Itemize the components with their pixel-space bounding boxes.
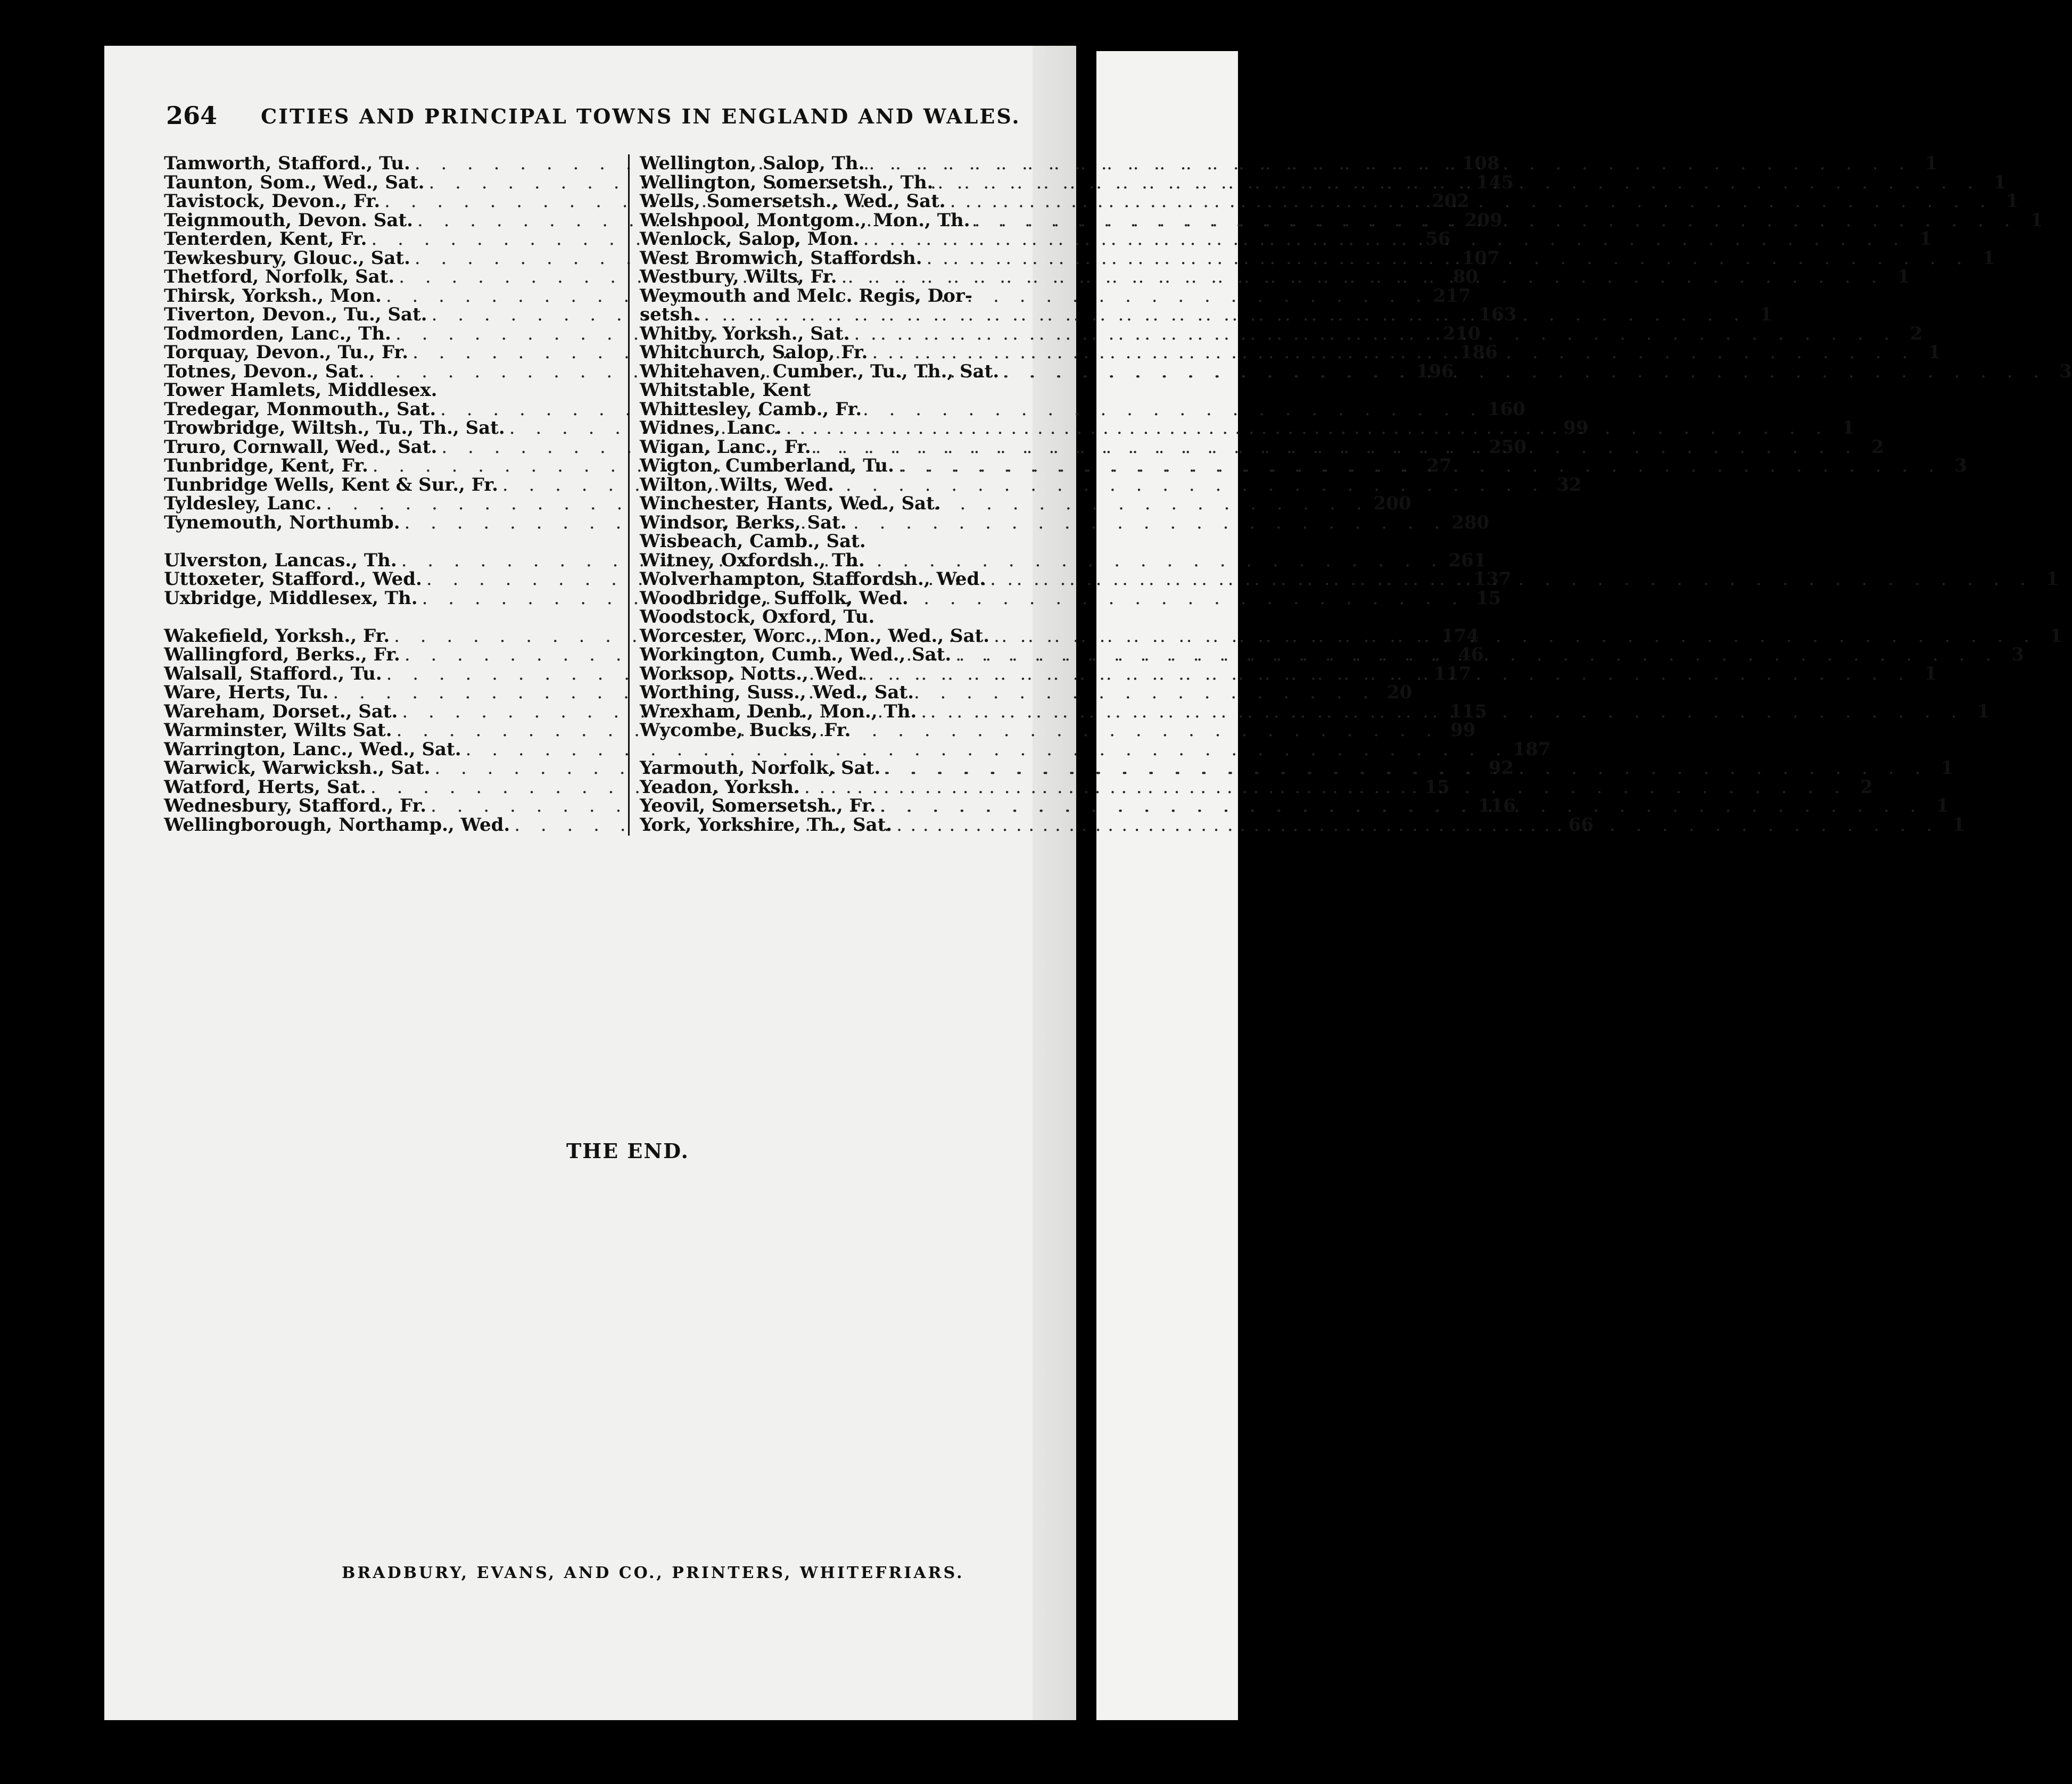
place-entry: Tunbridge Wells, Kent & Sur., Fr. — [164, 474, 498, 495]
distance-number: 1 — [1919, 228, 1932, 250]
distance-number: 99 — [1563, 417, 1589, 439]
place-entry: Tunbridge, Kent, Fr. — [164, 455, 368, 476]
place-entry: Whitchurch, Salop, Fr. — [640, 342, 868, 363]
distance-number: 15 — [1476, 587, 1501, 609]
distance-number: 280 — [1451, 511, 1490, 533]
place-entry: Yarmouth, Norfolk, Sat. — [640, 757, 881, 779]
place-entry: Todmorden, Lanc., Th. — [164, 323, 391, 344]
distance-number: 66 — [1568, 814, 1594, 836]
distance-number: 2 — [1910, 323, 1923, 344]
place-entry: Weymouth and Melc. Regis, Dor- — [640, 285, 972, 307]
index-entry-row — [640, 511, 1078, 533]
dot-leader — [950, 192, 1993, 211]
dot-leader — [921, 700, 1964, 722]
index-entry-row — [640, 532, 1078, 551]
place-entry: Wells, Somersetsh., Wed., Sat. — [640, 191, 946, 212]
place-entry: Wisbeach, Camb., Sat. — [640, 531, 866, 552]
distance-number: 1 — [1842, 417, 1855, 439]
distance-number: 3 — [1954, 455, 1967, 476]
dot-leader — [927, 249, 1970, 268]
place-entry: Wakefield, Yorksh., Fr. — [164, 625, 390, 647]
distance-number: 210 — [1442, 323, 1481, 344]
place-entry: Workington, Cumb., Wed., Sat. — [640, 644, 952, 665]
distance-number: 3 — [2011, 644, 2025, 665]
place-entry: Wellingborough, Northamp., Wed. — [164, 814, 510, 836]
distance-number: 160 — [1487, 398, 1525, 420]
dot-leader — [994, 627, 2037, 646]
distance-number: 1 — [1760, 304, 1772, 325]
distance-number: 1 — [1924, 663, 1937, 684]
place-entry: Wellington, Salop, Th. — [640, 153, 865, 174]
dot-leader — [880, 797, 1924, 815]
place-entry: Yeadon, Yorksh. — [640, 776, 800, 798]
distance-number: 1 — [2046, 568, 2059, 590]
distance-number: 261 — [1448, 549, 1487, 571]
distance-number: 200 — [1373, 493, 1411, 514]
dot-leader — [898, 457, 1942, 475]
distance-number: 117 — [1433, 663, 1472, 684]
page-number: 264 — [166, 101, 218, 130]
distance-number: 92 — [1488, 757, 1514, 779]
place-entry: Worksop, Notts., Wed. — [640, 663, 864, 684]
dot-leader — [815, 438, 1859, 457]
index-entry-row — [640, 400, 1078, 419]
distance-number: 187 — [1513, 738, 1551, 760]
distance-number: 1 — [2050, 625, 2062, 647]
distance-number: 2 — [1860, 776, 1873, 798]
place-entry: Totnes, Devon., Sat. — [164, 360, 365, 382]
place-entry: Windsor, Berks, Sat. — [640, 511, 847, 533]
distance-number: 186 — [1459, 342, 1498, 363]
place-entry: Woodbridge, Suffolk, Wed. — [640, 587, 909, 609]
the-end-heading: THE END. — [566, 1139, 689, 1163]
place-entry: Warminster, Wilts Sat. — [164, 720, 392, 741]
place-entry: Walsall, Stafford., Tu. — [164, 663, 382, 684]
distance-number: 1 — [1993, 171, 2007, 193]
place-entry: Wednesbury, Stafford., Fr. — [164, 795, 427, 816]
place-entry: Tynemouth, Northumb. — [164, 511, 400, 533]
place-entry: Tenterden, Kent, Fr. — [164, 228, 367, 250]
place-entry: Wycombe, Bucks, Fr. — [640, 720, 851, 741]
place-entry: Worcester, Worc., Mon., Wed., Sat. — [640, 625, 990, 647]
place-entry: Westbury, Wilts, Fr. — [640, 266, 837, 287]
distance-number: 217 — [1433, 285, 1471, 307]
printer-imprint: BRADBURY, EVANS, AND CO., PRINTERS, WHITEFRIARS. — [342, 1564, 964, 1582]
dot-leader — [955, 646, 1999, 664]
place-entry: Tyldesley, Lanc. — [164, 493, 322, 514]
place-entry: Wigan, Lanc., Fr. — [640, 436, 811, 458]
index-entry-row — [164, 738, 1551, 760]
dot-leader — [863, 230, 1906, 249]
place-entry: Torquay, Devon., Tu., Fr. — [164, 342, 409, 363]
place-entry: Taunton, Som., Wed., Sat. — [164, 171, 425, 193]
place-entry: West Bromwich, Staffordsh. — [640, 247, 922, 269]
place-entry: Tiverton, Devon., Tu., Sat. — [164, 304, 427, 325]
index-entry-row — [164, 381, 621, 400]
dot-leader — [896, 816, 1939, 835]
index-entry-row — [640, 608, 1078, 627]
dot-leader — [975, 211, 2018, 230]
distance-number: 27 — [1426, 455, 1452, 476]
place-entry: Truro, Cornwall, Wed., Sat. — [164, 436, 437, 458]
distance-number: 202 — [1431, 191, 1470, 212]
running-head: CITIES AND PRINCIPAL TOWNS IN ENGLAND AND WALES. — [261, 104, 1021, 128]
dot-leader — [704, 305, 1747, 324]
dot-leader — [854, 325, 1897, 343]
column-divider — [628, 154, 630, 836]
index-gap — [164, 532, 621, 551]
place-entry: Wigton, Cumberland, Tu. — [640, 455, 894, 476]
distance-number: 145 — [1476, 171, 1514, 193]
distance-number: 3 — [2059, 360, 2072, 382]
distance-number: 116 — [1477, 795, 1516, 816]
distance-number: 1 — [2030, 209, 2043, 231]
place-entry: Whitstable, Kent — [640, 379, 811, 401]
distance-number: 1 — [2005, 191, 2019, 212]
index-entry-row — [640, 721, 1078, 740]
dot-leader — [990, 570, 2033, 589]
place-entry: Wrexham, Denb., Mon., Th. — [640, 700, 917, 722]
index-entry-row — [640, 683, 1078, 703]
dot-leader — [869, 154, 1912, 173]
distance-number: 32 — [1556, 474, 1582, 495]
place-entry: Winchester, Hants, Wed., Sat. — [640, 493, 941, 514]
place-entry: Worthing, Suss., Wed., Sat. — [640, 682, 914, 703]
place-entry: Trowbridge, Wiltsh., Tu., Th., Sat. — [164, 417, 505, 439]
index-gap — [164, 608, 621, 627]
dot-leader — [938, 171, 1981, 193]
distance-number: 137 — [1473, 568, 1512, 590]
dot-leader — [804, 778, 1847, 797]
distance-number: 46 — [1458, 644, 1484, 665]
place-entry: Tower Hamlets, Middlesex. — [164, 379, 437, 401]
dot-leader — [868, 665, 1911, 683]
place-entry: Uttoxeter, Stafford., Wed. — [164, 568, 422, 590]
place-entry: Wareham, Dorset., Sat. — [164, 700, 398, 722]
place-entry: Tamworth, Stafford., Tu. — [164, 153, 410, 174]
place-entry: Warwick, Warwicksh., Sat. — [164, 757, 431, 779]
distance-number: 1 — [1925, 153, 1938, 174]
place-entry: Tewkesbury, Glouc., Sat. — [164, 247, 410, 269]
place-entry: Whitby, Yorksh., Sat. — [640, 323, 850, 344]
place-entry: Warrington, Lanc., Wed., Sat. — [164, 738, 461, 760]
distance-number: 80 — [1452, 266, 1479, 287]
place-entry: Thirsk, Yorksh., Mon. — [164, 285, 382, 307]
distance-number: 196 — [1416, 360, 1454, 382]
index-entry-row — [640, 287, 1078, 306]
place-entry: Whittesley, Camb., Fr. — [640, 398, 862, 420]
place-entry: Ulverston, Lancas., Th. — [164, 549, 397, 571]
place-entry: Yeovil, Somersetsh., Fr. — [640, 795, 876, 816]
distance-number: 115 — [1449, 700, 1488, 722]
place-entry: Wolverhampton, Staffordsh., Wed. — [640, 568, 986, 590]
place-entry: Uxbridge, Middlesex, Th. — [164, 587, 418, 609]
distance-number: 108 — [1462, 153, 1500, 174]
distance-number: 2 — [1871, 436, 1884, 458]
index-gap — [640, 740, 1078, 759]
index-entry-row — [640, 551, 1078, 571]
place-entry: Tredegar, Monmouth., Sat. — [164, 398, 436, 420]
index-entry-row — [640, 494, 1078, 514]
dot-leader — [786, 419, 1829, 437]
place-entry: Whitehaven, Cumber., Tu., Th., Sat. — [640, 360, 1000, 382]
distance-number: 15 — [1424, 776, 1450, 798]
distance-number: 1 — [1936, 795, 1949, 816]
place-entry: Widnes, Lanc. — [640, 417, 782, 439]
distance-number: 107 — [1462, 247, 1500, 269]
place-entry: Wenlock, Salop, Mon. — [640, 228, 859, 250]
dot-leader — [885, 759, 1928, 778]
dot-leader — [841, 268, 1885, 286]
distance-number: 99 — [1450, 720, 1476, 741]
place-entry: Wilton, Wilts, Wed. — [640, 474, 834, 495]
place-entry: Welshpool, Montgom., Mon., Th. — [640, 209, 970, 231]
place-entry: Woodstock, Oxford, Tu. — [640, 606, 875, 627]
dot-leader — [872, 343, 1915, 362]
distance-number: 56 — [1425, 228, 1451, 250]
distance-number: 20 — [1386, 682, 1413, 703]
distance-number: 163 — [1479, 304, 1517, 325]
index-entry-row — [640, 589, 1078, 608]
index-entry-row — [640, 476, 1078, 495]
distance-number: 174 — [1441, 625, 1479, 647]
place-entry: Wallingford, Berks., Fr. — [164, 644, 400, 665]
distance-number: 209 — [1464, 209, 1503, 231]
place-entry: Watford, Herts, Sat. — [164, 776, 366, 798]
distance-number: 1 — [1928, 342, 1941, 363]
dot-leader — [1003, 362, 2046, 381]
distance-number: 1 — [1977, 700, 1990, 722]
place-entry: York, Yorkshire, Th., Sat. — [640, 814, 893, 836]
index-entry-row — [640, 381, 1078, 400]
place-entry: Thetford, Norfolk, Sat. — [164, 266, 395, 287]
place-entry: Ware, Herts, Tu. — [164, 682, 329, 703]
distance-number: 1 — [1897, 266, 1910, 287]
distance-number: 1 — [1941, 757, 1954, 779]
place-entry: setsh. — [640, 304, 700, 325]
place-entry: Wellington, Somersetsh., Th. — [640, 171, 934, 193]
distance-number: 1 — [1952, 814, 1966, 836]
place-entry: Tavistock, Devon., Fr. — [164, 191, 381, 212]
place-entry: Witney, Oxfordsh., Th. — [640, 549, 865, 571]
distance-number: 250 — [1489, 436, 1527, 458]
distance-number: 1 — [1982, 247, 1995, 269]
place-entry: Teignmouth, Devon. Sat. — [164, 209, 413, 231]
